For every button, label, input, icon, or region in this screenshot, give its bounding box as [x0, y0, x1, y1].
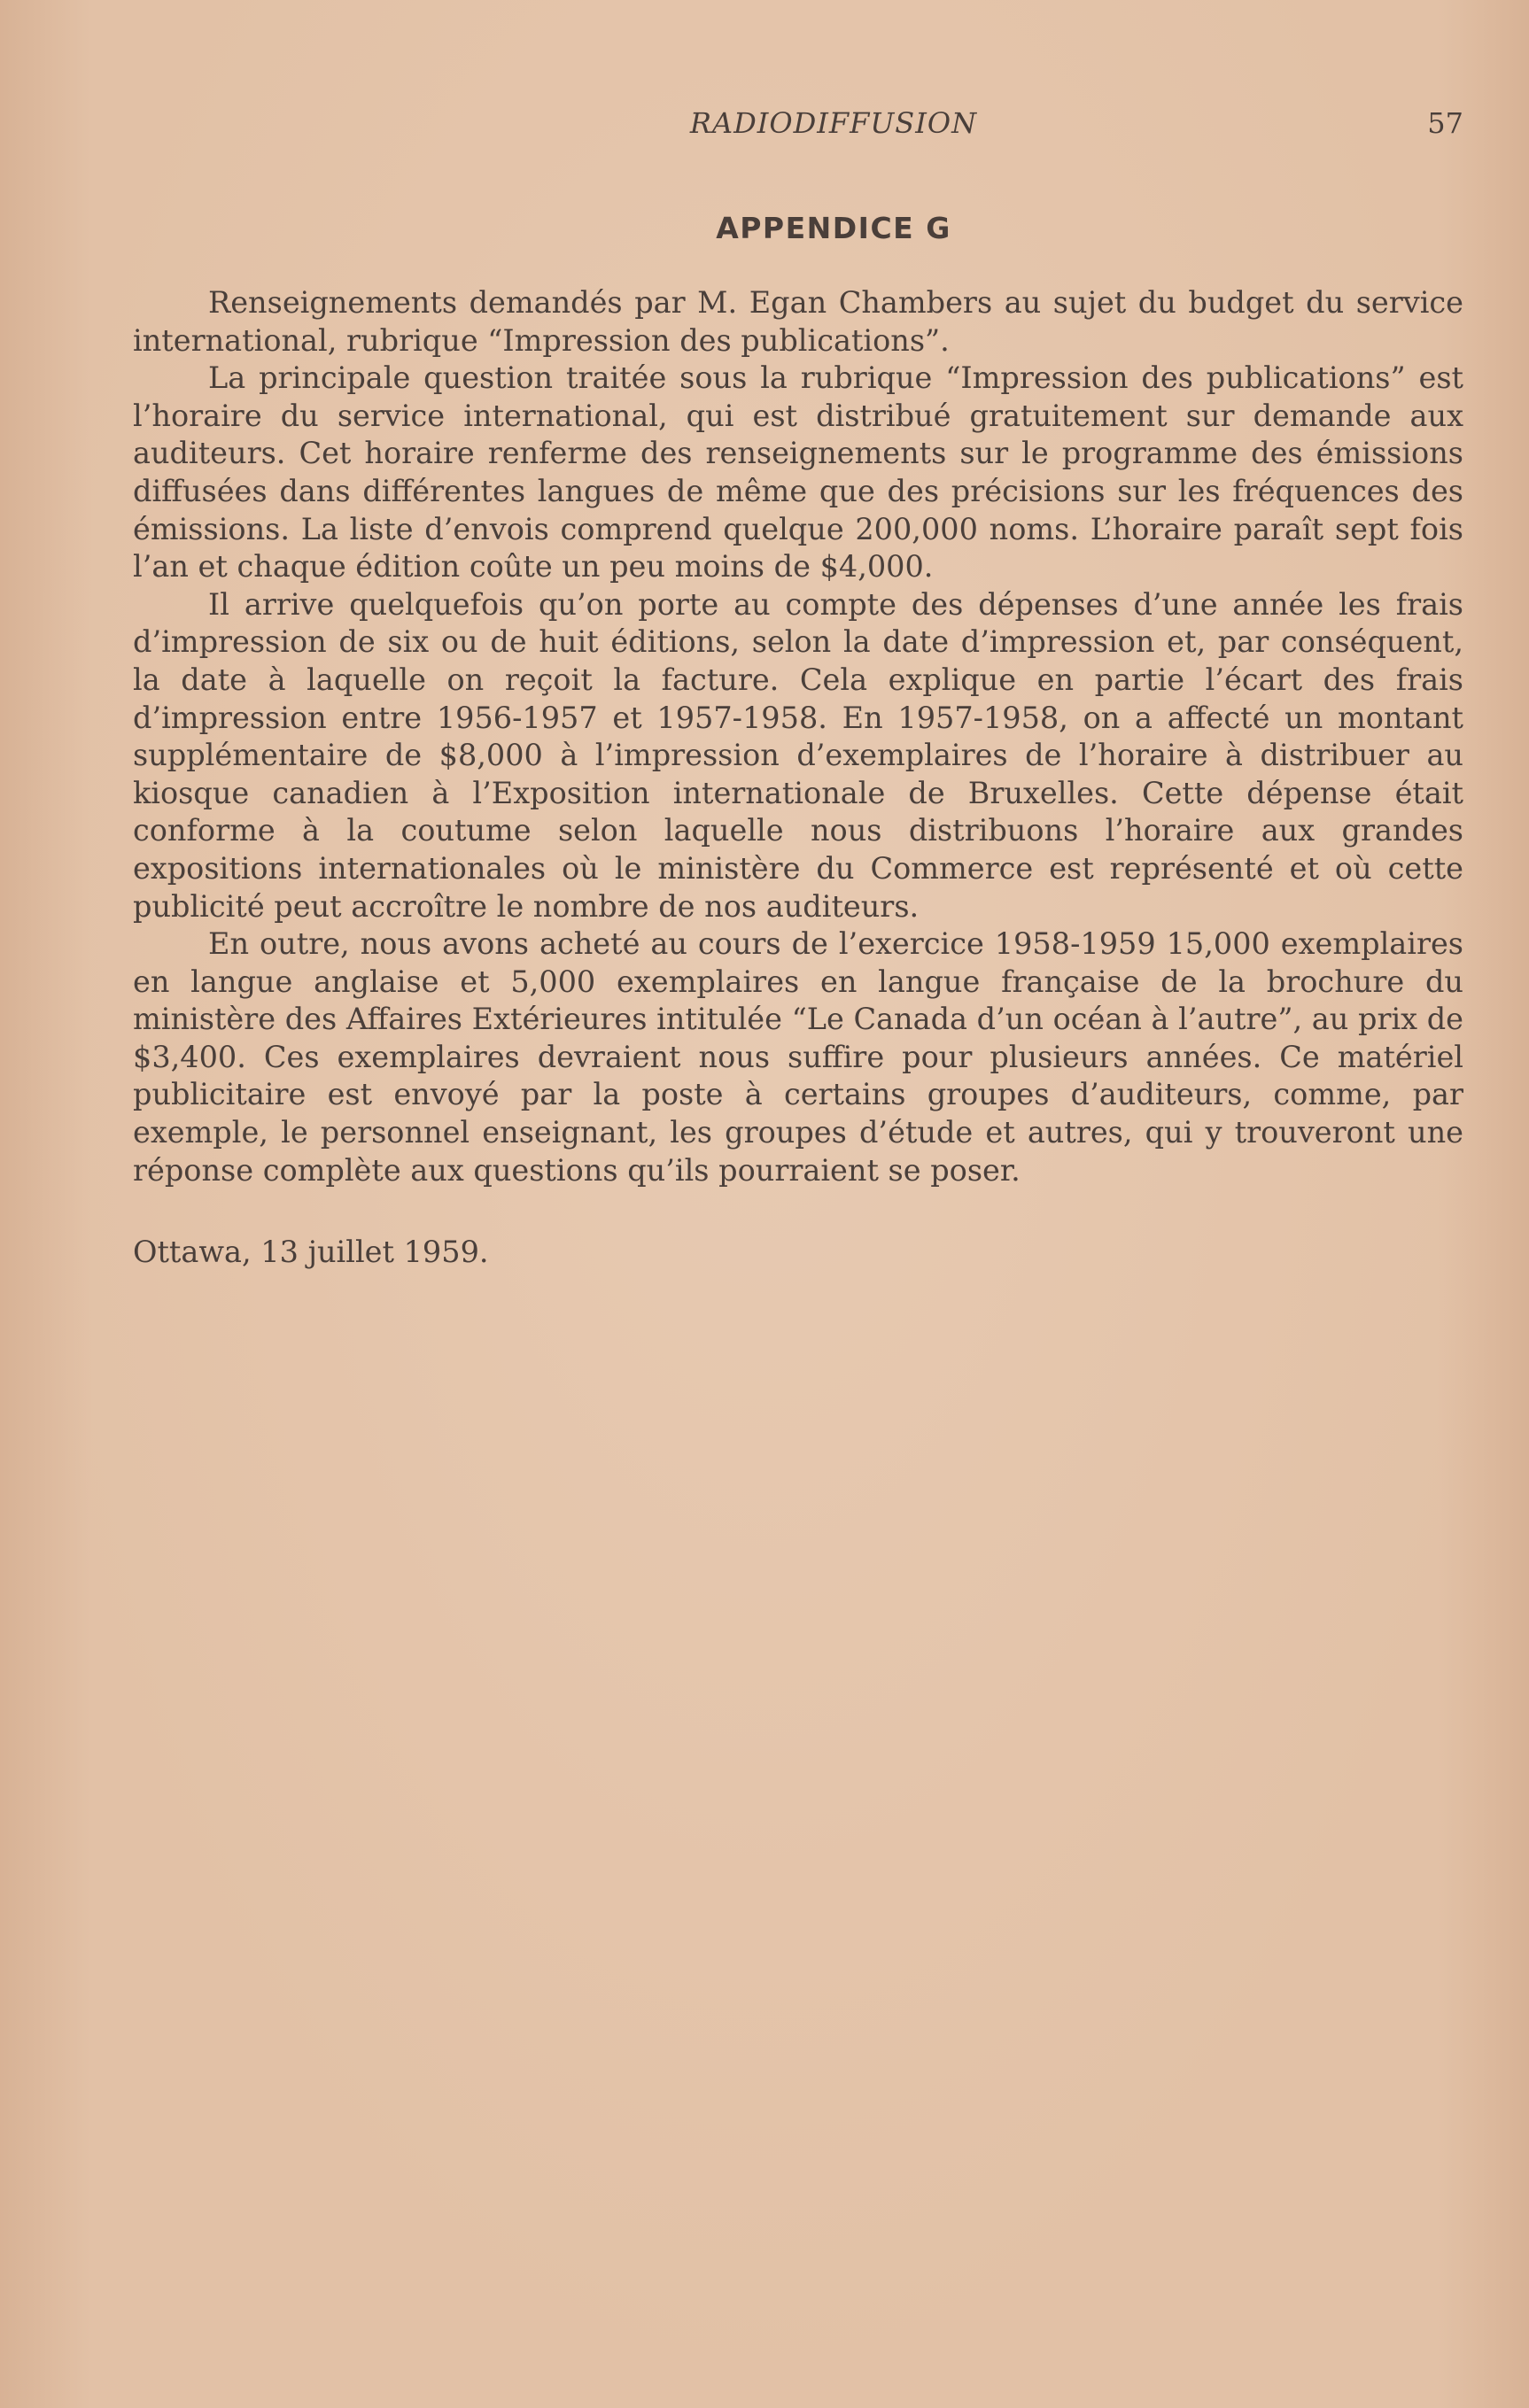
running-header	[133, 106, 1463, 159]
appendix-heading: APPENDICE G	[716, 211, 951, 245]
paragraph-frais: Il arrive quelquefois qu’on porte au compte des dépenses d’une année les frais d’impression de six ou de huit éditions, selon la date d’impression et, par conséquent, la date à laquelle on reçoit la facture. Cela explique en partie l’écart des frais d’impression entre 1956-1957 et 1957-1958. En 1957-1958, on a affecté un montant supplémentaire de $8,000 à l’impression d’exemplaires de l’horaire à distribuer au kiosque canadien à l’Exposition internationale de Bruxelles. Cette dépense était conforme à la coutume selon laquelle nous distribuons l’horaire aux grandes expositions internationales où le ministère du Commerce est représenté et où cette publicité peut accroître le nombre de nos auditeurs.	[133, 586, 1463, 924]
paragraph-brochure: En outre, nous avons acheté au cours de l’exercice 1958-1959 15,000 exemplaires en langue anglaise et 5,000 exemplaires en langue française de la brochure du ministère des Affaires Extérieures intitulée “Le Canada d’un océan à l’autre”, au prix de $3,400. Ces exemplaires devraient nous suffire pour plusieurs années. Ce matériel publicitaire est envoyé par la poste à certains groupes d’auditeurs, comme, par exemple, le personnel enseignant, les groupes d’étude et autres, qui y trouveront une réponse complète aux questions qu’ils pourraient se poser.	[133, 926, 1463, 1188]
page-number: 57	[1427, 106, 1463, 140]
document-page	[133, 106, 1463, 1271]
running-title: RADIODIFFUSION	[689, 106, 978, 140]
body-text	[133, 284, 1463, 1189]
paragraph-horaire: La principale question traitée sous la rubrique “Impression des publications” est l’horaire du service international, qui est distribué gratuitement sur demande aux auditeurs. Cet horaire renferme des renseignements sur le programme des émissions diffusées dans différentes langues de même que des précisions sur les fréquences des émissions. La liste d’envois comprend quelque 200,000 noms. L’horaire paraît sept fois l’an et chaque édition coûte un peu moins de $4,000.	[133, 360, 1463, 585]
signature-date: Ottawa, 13 juillet 1959.	[133, 1235, 489, 1270]
paragraph-intro: Renseignements demandés par M. Egan Chambers au sujet du budget du service international, rubrique “Impression des publications”.	[133, 285, 1463, 358]
